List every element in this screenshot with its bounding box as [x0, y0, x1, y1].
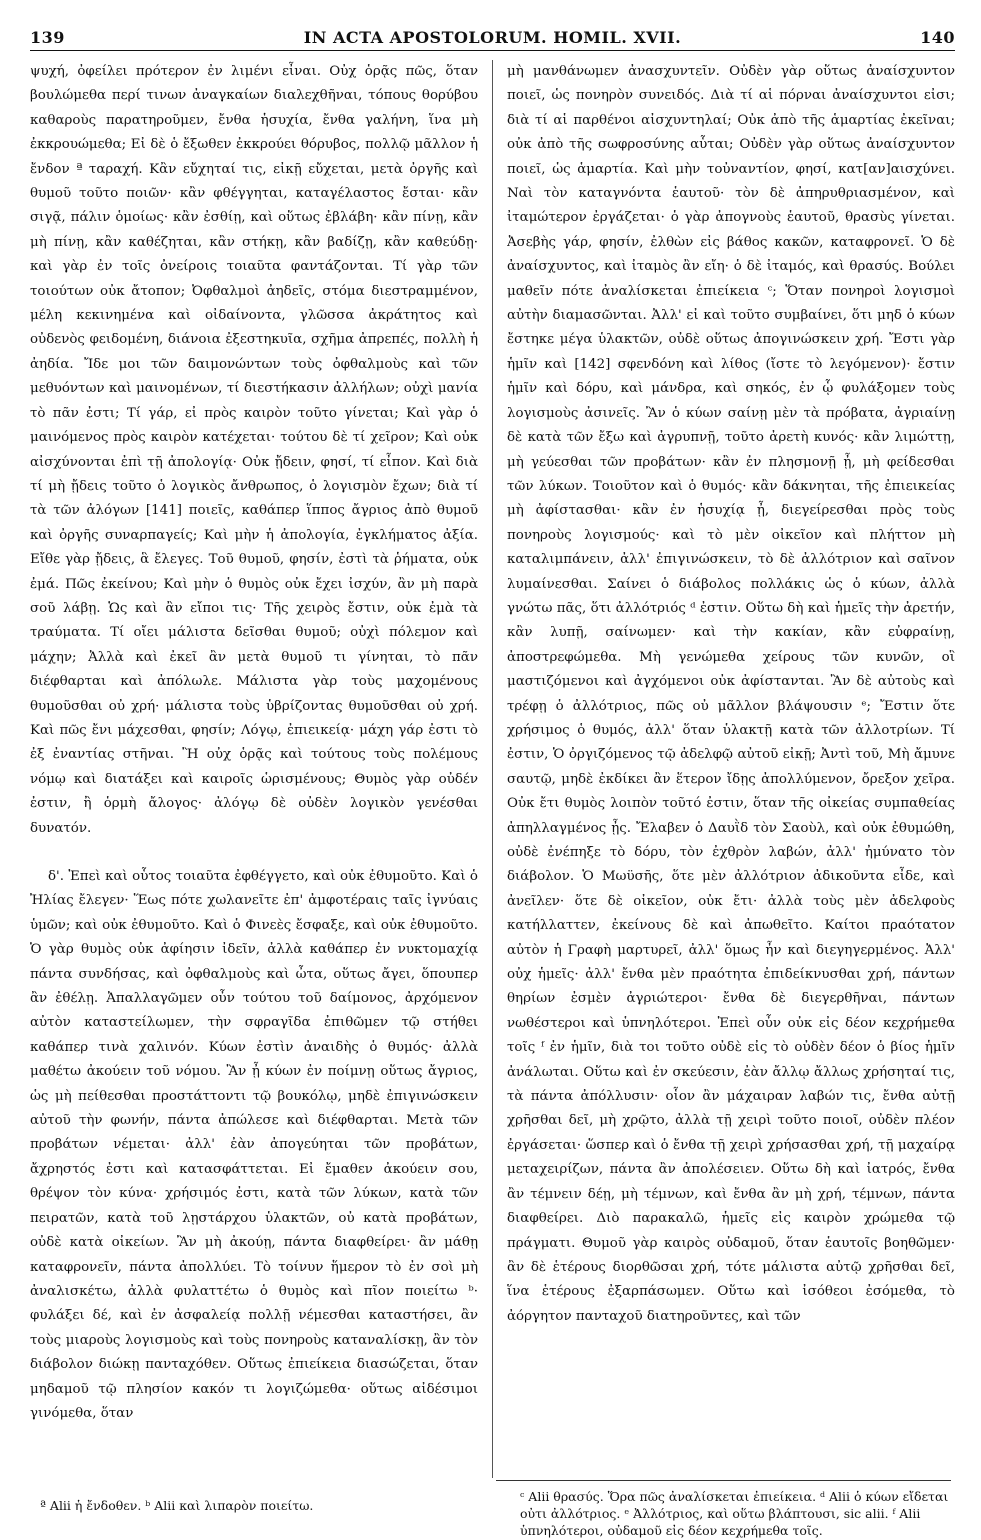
section-paragraph: δ'. Ἐπεὶ καὶ οὗτος τοιαῦτα ἐφθέγγετο, καὶ οὐκ ἐθυμοῦτο. Καὶ ὁ Ἠλίας ἔλεγεν· Ἕως πότε χωλανεῖτε ἐπ' ἀμφοτέραις ταῖς ἰγνύαις ὑμῶν; καὶ οὐκ ἐθυμοῦτο. Καὶ ὁ Φινεὲς ἔσφαξε, καὶ οὐκ ἐθυμοῦτο. Ὁ γὰρ θυμὸς οὐκ ἀφίησιν ἰδεῖν, ἀλλὰ καθάπερ ἐν νυκτομαχίᾳ πάντα συνδήσας, καὶ ὀφθαλμοὺς καὶ ὦτα, οὕτως ἄγει, ὅπουπερ ἂν ἐθέλῃ. Ἀπαλλαγῶμεν οὖν τούτου τοῦ δαίμονος, ἀρχόμενον αὐτὸν καταστείλωμεν, τὴν σφραγῖδα ἐπιθῶμεν τῷ στήθει καθάπερ τινὰ χαλινόν. Κύων ἐστὶν ἀναιδὴς ὁ θυμός· ἀλλὰ μαθέτω ἀκούειν τοῦ νόμου. Ἂν ᾖ κύων ἐν ποίμνῃ οὕτως ἄγριος, ὡς μὴ πείθεσθαι προστάττοντι τῷ βουκόλῳ, μηδὲ ἐπιγινώσκειν αὐτοῦ τὴν φωνήν, πάντα ἀπώλεσε καὶ διέφθαρται. Μετὰ τῶν προβάτων νέμεται· ἀλλ' ἐὰν ἀπογεύηται τῶν προβάτων, ἄχρηστός ἐστι καὶ κατασφάττεται. Εἰ ἔμαθεν ἀκούειν σου, θρέψον τὸν κύνα· χρήσιμός ἐστι, κατὰ τῶν λύκων, κατὰ τῶν πειρατῶν, κατὰ τοῦ λῃστάρχου ὑλακτῶν, οὐ κατὰ προβάτων, οὐδὲ κατὰ οἰκείων. Ἂν μὴ ἀκούῃ, πάντα διαφθείρει· ἂν μάθῃ καταφρονεῖν, πάντα ἀπολλύει. Τὸ τοίνυν ἥμερον τὸ ἐν σοὶ μὴ ἀναλισκέτω, ἀλλὰ φυλαττέτω ὁ θυμὸς καὶ πῖον ποιείτω ᵇ· φυλάξει δέ, καὶ ἐν ἀσφαλείᾳ πολλῇ νέμεσθαι καταστήσει, ἂν τοὺς μιαροὺς λογισμοὺς καὶ τοὺς πονηροὺς καταναλίσκῃ, ἂν τὸν διάβολον διώκῃ πανταχόθεν. Οὕτως ἐπιείκεια διασώζεται, ὅταν μηδαμοῦ τῷ πλησίον κακόν τι λογιζώμεθα· οὕτως αἰδέσιμοι γινόμεθα, ὅταν: [30, 869, 478, 1421]
footnote-rule: [496, 1480, 951, 1481]
page-number-left: 139: [30, 28, 65, 47]
running-header: [30, 22, 955, 51]
paragraph: μὴ μανθάνωμεν ἀνασχυντεῖν. Οὐδὲν γὰρ οὕτως ἀναίσχυντον ποιεῖ, ὡς πονηρὸν συνειδός. Διὰ τί αἱ πόρναι ἀναίσχυντοι εἰσι; διὰ τί αἱ παρθένοι αἰσχυντηλαί; Οὐκ ἀπὸ τῆς ἁμαρτίας ἐκεῖναι; οὐκ ἀπὸ τῆς σωφροσύνης αὗται; Οὐδὲν γὰρ οὕτως ἀναίσχυντον ποιεῖ, ὡς ἁμαρτία. Καὶ μὴν τοὐναντίον, φησί, κατ[αν]αισχύνει. Ναὶ τὸν καταγνόντα ἑαυτοῦ· τὸν δὲ ἀπηρυθριασμένον, καὶ ἰταμώτερον ἐργάζεται· ὁ γὰρ ἀπογνοὺς ἑαυτοῦ, θρασὺς γίνεται. Ἀσεβὴς γάρ, φησίν, ἐλθὼν εἰς βάθος κακῶν, καταφρονεῖ. Ὁ δὲ ἀναίσχυντος, καὶ ἰταμὸς ἂν εἴη· ὁ δὲ ἰταμός, καὶ θρασύς. Βούλει μαθεῖν πότε ἀναλίσκεται ἐπιείκεια ᶜ; Ὅταν πονηροὶ λογισμοὶ αὐτὴν διαμασῶνται. Ἀλλ' εἰ καὶ τοῦτο συμβαίνει, ὅτι μηδ ὁ κύων ἔστηκε μέγα ὑλακτῶν, οὐδὲ οὕτως ἀπογινώσκειν χρή. Ἔστι γὰρ ἡμῖν καὶ [142] σφενδόνη καὶ λίθος (ἴστε τὸ λεγόμενον)· ἔστιν ἡμῖν καὶ δόρυ, καὶ μάνδρα, καὶ σηκός, ἐν ᾧ φυλάξομεν τοὺς λογισμοὺς ἀσινεῖς. Ἂν ὁ κύων σαίνῃ μὲν τὰ πρόβατα, ἀγριαίνῃ δὲ κατὰ τῶν ἔξω καὶ ἀγρυπνῇ, τοῦτο ἀρετὴ κυνός· κἂν λιμώττῃ, μὴ γεύεσθαι τῶν προβάτων· κἂν ἐν πλησμονῇ ᾖ, μὴ φείδεσθαι τῶν λύκων. Τοιοῦτον καὶ ὁ θυμός· κἂν δάκνηται, τῆς ἐπιεικείας μὴ ἀφίστασθαι· κἂν ἐν ἡσυχίᾳ ᾖ, διεγείρεσθαι πρὸς τοὺς πονηροὺς λογισμούς· καὶ τὸ μὲν οἰκεῖον καὶ πλήττον μὴ καταλιμπάνειν, ἀλλ' ἐπιγινώσκειν, τὸ δὲ ἀλλότριον καὶ σαῖνον λυμαίνεσθαι. Σαίνει ὁ διάβολος πολλάκις ὡς ὁ κύων, ἀλλὰ γνώτω πᾶς, ὅτι ἀλλότριός ᵈ ἐστιν. Οὕτω δὴ καὶ ἡμεῖς τὴν ἀρετήν, κἂν λυπῇ, σαίνωμεν· καὶ τὴν κακίαν, κἂν εὐφραίνῃ, ἀποστρεφώμεθα. Μὴ γενώμεθα χείρους τῶν κυνῶν, οἳ μαστιζόμενοι καὶ ἀγχόμενοι οὐκ ἀφίστανται. Ἂν δὲ αὐτοὺς καὶ τρέφῃ ὁ ἀλλότριος, πῶς οὐ μᾶλλον βλάψουσιν ᵉ; Ἔστιν ὅτε χρήσιμος ὁ θυμός, ἀλλ' ὅταν ὑλακτῇ κατὰ τῶν ἀλλοτρίων. Τί ἐστιν, Ὁ ὀργιζόμενος τῷ ἀδελφῷ αὐτοῦ εἰκῇ; Ἀντὶ τοῦ, Μὴ ἄμυνε σαυτῷ, μηδὲ ἐκδίκει ἂν ἕτερον ἴδῃς ἀπολλύμενον, ὄρεξον χεῖρα. Οὐκ ἔτι θυμὸς λοιπὸν τοῦτό ἐστιν, ὅταν τῆς οἰκείας συμπαθείας ἀπηλλαγμένος ᾖς. Ἔλαβεν ὁ Δαυῒδ τὸν Σαοὺλ, καὶ οὐκ ἐθυμώθη, οὐδὲ ἐνέπηξε τὸ δόρυ, τὸν ἐχθρὸν λαβών, ἀλλ' ἠμύνατο τὸν διάβολον. Ὁ Μωϋσῆς, ὅτε μὲν ἀλλότριον ἀδικοῦντα εἶδε, καὶ ἀνεῖλεν· ὅτε δὲ οἰκεῖον, οὐκ ἔτι· ἀλλὰ τοὺς μὲν ἀδελφοὺς κατήλλαττεν, ἐκείνους δὲ καὶ ἀπωθεῖτο. Καίτοι πραότατον αὐτὸν ἡ Γραφὴ μαρτυρεῖ, ἀλλ' ὅμως ἦν καὶ διεγηγερμένος. Ἀλλ' οὐχ ἡμεῖς· ἀλλ' ἔνθα μὲν πραότητα ἐπιδείκνυσθαι χρή, πάντων θηρίων ἐσμὲν ἀγριώτεροι· ἔνθα δὲ διεγερθῆναι, πάντων νωθέστεροι καὶ ὑπνηλότεροι. Ἐπεὶ οὖν οὐκ εἰς δέον κεχρήμεθα τοῖς ᶠ ἐν ἡμῖν, διὰ τοι τοῦτο οὐδὲ εἰς τὸ οὐδὲν δέον ὁ βίος ἡμῖν ἀνάλωται. Οὕτω καὶ ἐν σκεύεσιν, ἐὰν ἄλλῳ ἄλλως χρήσηταί τις, τὰ πάντα ἀπόλλυσιν· οἷον ἂν μάχαιραν λαβών τις, ἔνθα αὐτῇ χρῆσθαι δεῖ, μὴ χρῷτο, ἀλλὰ τῇ χειρὶ τοῦτο ποιοῖ, οὐδὲν πλέον ἐργάσεται· ὥσπερ καὶ ὁ ἔνθα τῇ χειρὶ χρήσασθαι χρή, τῇ μαχαίρᾳ μεταχειρίζων, πάντα ἂν ἀπολέσειεν. Οὕτω δὴ καὶ ἰατρός, ἔνθα ἂν τέμνειν δέῃ, μὴ τέμνων, καὶ ἔνθα ἂν μὴ χρή, τέμνων, πάντα διαφθείρει. Διὸ παρακαλῶ, ἡμεῖς εἰς καιρὸν χρώμεθα τῷ πράγματι. Θυμοῦ γὰρ καιρὸς οὐδαμοῦ, ὅταν ἑαυτοῖς βοηθῶμεν· ἂν δὲ ἑτέρους διορθῶσαι χρή, τότε μάλιστα αὐτῷ χρῆσθαι δεῖ, ἵνα ἑτέρους ἐξαρπάσωμεν. Οὕτω καὶ ἰσόθεοι ἐσόμεθα, τὸ ἀόργητον πανταχοῦ διατηροῦντες, καὶ τῶν: [507, 64, 955, 1324]
right-column: [507, 60, 955, 1478]
footnotes-left: ª Alii ἡ ἔνδοθεν. ᵇ Alii καὶ λιπαρὸν ποιείτω.: [40, 1498, 314, 1513]
column-divider: [492, 60, 493, 1478]
footnotes-right: ᶜ Alii θρασύς. Ὅρα πῶς ἀναλίσκεται ἐπιείκεια. ᵈ Alii ὁ κύων εἴδεται οὐτι ἀλλότριος. ᵉ Ἀλλότριος, καὶ οὕτω βλάπτουσι, sic alii. ᶠ Alii ὑπνηλότεροι, οὐδαμοῦ εἰς δέον κεχρήμεθα τοῖς.: [520, 1489, 949, 1538]
running-title: IN ACTA APOSTOLORUM. HOMIL. XVII.: [303, 28, 682, 47]
paragraph: ψυχή, ὀφείλει πρότερον ἐν λιμένι εἶναι. Οὐχ ὁρᾷς πῶς, ὅταν βουλώμεθα περί τινων ἀναγκαίων διαλεχθῆναι, τόπους θορύβου καθαροὺς παρατηροῦμεν, ἔνθα ἡσυχία, ἔνθα γαλήνη, ἵνα μὴ ἐκκρουώμεθα; Εἰ δὲ ὁ ἔξωθεν ἐκκρούει θόρυβος, πολλῷ μᾶλλον ἡ ἔνδον ª ταραχή. Κἂν εὔχηταί τις, εἰκῇ εὔχεται, μετὰ ὀργῆς καὶ θυμοῦ τοῦτο ποιῶν· κἂν φθέγγηται, καταγέλαστος ἔσται· κἂν σιγᾷ, πάλιν ὁμοίως· κἂν ἐσθίῃ, καὶ οὕτως ἐβλάβη· κἂν πίνῃ, κἂν μὴ πίνῃ, κἂν καθέζηται, κἂν στήκῃ, κἂν βαδίζῃ, κἂν καθεύδῃ· καὶ γὰρ ἐν τοῖς ὀνείροις τοιαῦτα φαντάζονται. Τί γὰρ τῶν τοιούτων οὐκ ἄτοπον; Ὀφθαλμοὶ ἀηδεῖς, στόμα διεστραμμένον, μέλη κεκινημένα καὶ οἰδαίνοντα, γλῶσσα ἀκράτητος καὶ οὐδενὸς φειδομένη, διάνοια ἐξεστηκυῖα, σχῆμα ἀπρεπές, πολλὴ ἡ ἀηδία. Ἴδε μοι τῶν δαιμονώντων τοὺς ὀφθαλμοὺς καὶ τῶν μεθυόντων καὶ μαινομένων, τί διεστήκασιν ἀλλήλων; οὐχὶ μανία τὸ πᾶν ἐστι; Τί γάρ, εἰ πρὸς καιρὸν τοῦτο γίνεται; Καὶ γὰρ ὁ μαινόμενος πρὸς καιρὸν κατέχεται· τούτου δὲ τί χεῖρον; Καὶ οὐκ αἰσχύνονται ἐπὶ τῇ ἀπολογίᾳ· Οὐκ ᾔδειν, φησί, τί εἶπον. Καὶ διὰ τί μὴ ᾔδεις τοῦτο ὁ λογικὸς ἄνθρωπος, ὁ λογισμὸν ἔχων; διὰ τί τὰ τῶν ἀλόγων [141] ποιεῖς, καθάπερ ἵππος ἄγριος ἀπὸ θυμοῦ καὶ ὀργῆς συναρπαγείς; Καὶ μὴν ἡ ἀπολογία, ἐγκλήματος ἀξία. Εἴθε γὰρ ᾔδεις, ἃ ἔλεγες. Τοῦ θυμοῦ, φησίν, ἐστὶ τὰ ῥήματα, οὐκ ἐμά. Πῶς ἐκείνου; Καὶ μὴν ὁ θυμὸς οὐκ ἔχει ἰσχύν, ἂν μὴ παρὰ σοῦ λάβῃ. Ὡς καὶ ἂν εἴποι τις· Τῆς χειρὸς ἔστιν, οὐκ ἐμὰ τὰ τραύματα. Τί οἴει μάλιστα δεῖσθαι θυμοῦ; οὐχὶ πόλεμον καὶ μάχην; Ἀλλὰ καὶ ἐκεῖ ἂν μετὰ θυμοῦ τι γίνηται, τὸ πᾶν διέφθαρται καὶ ἀπόλωλε. Μάλιστα γὰρ τοὺς μαχομένους θυμοῦσθαι οὐ χρή· μάλιστα τοὺς ὑβρίζοντας θυμοῦσθαι οὐ χρή. Καὶ πῶς ἔνι μάχεσθαι, φησίν; Λόγῳ, ἐπιεικείᾳ· μάχη γάρ ἐστι τὸ ἐξ ἐναντίας στῆναι. Ἢ οὐχ ὁρᾷς καὶ τούτους τοὺς πολέμους νόμῳ καὶ διατάξει καὶ καιροῖς ὡρισμένους; Θυμὸς γὰρ οὐδέν ἐστιν, ἢ ὁρμὴ ἄλογος· ἀλόγῳ δὲ οὐδὲν λογικὸν γενέσθαι δυνατόν.: [30, 64, 478, 836]
page-number-right: 140: [920, 28, 955, 47]
left-column: [30, 60, 478, 1478]
text-columns: [30, 60, 955, 1478]
